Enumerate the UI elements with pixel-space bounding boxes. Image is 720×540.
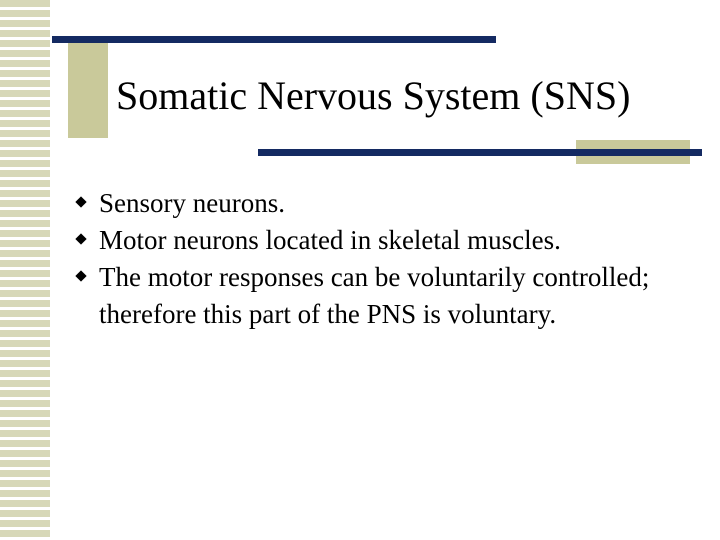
bullet-text: Sensory neurons. [99, 188, 285, 218]
slide-title: Somatic Nervous System (SNS) [116, 73, 631, 118]
striped-margin-decoration [0, 0, 50, 540]
bullet-text: Motor neurons located in skeletal muscles. [99, 225, 561, 255]
diamond-bullet-icon [75, 233, 86, 244]
bullet-text: The motor responses can be voluntarily controlled; therefore this part of the PNS is voluntary. [99, 262, 650, 329]
diamond-bullet-icon [75, 196, 86, 207]
bullet-list [76, 185, 676, 333]
diamond-bullet-icon [75, 270, 86, 281]
title-top-rule [52, 36, 496, 43]
bullet-item [76, 185, 676, 222]
title-accent-block [68, 38, 108, 138]
bullet-item [76, 222, 676, 259]
title-bottom-rule [258, 149, 702, 156]
bullet-item [76, 259, 676, 333]
